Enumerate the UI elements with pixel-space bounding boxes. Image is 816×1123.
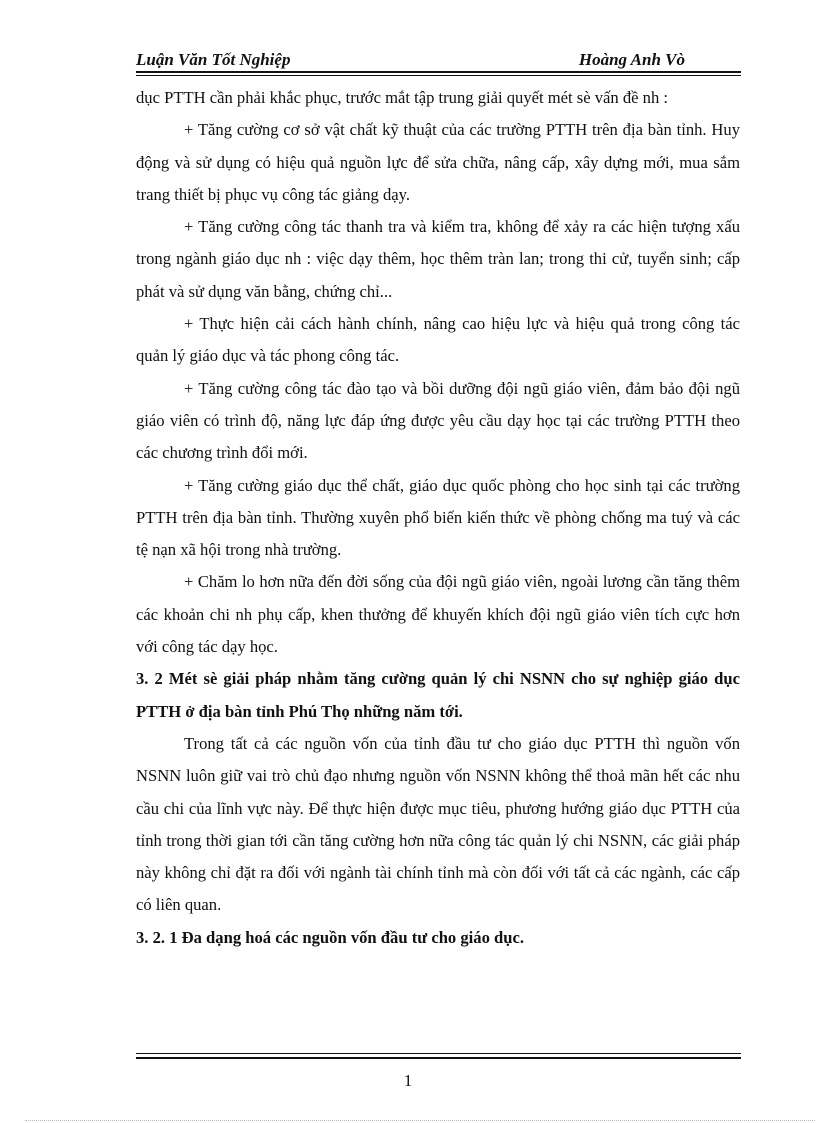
footer-rule-thick — [136, 1057, 741, 1059]
header-rule-thick — [136, 71, 741, 73]
paragraph-bullet-facilities: + Tăng cường cơ sở vật chất kỹ thuật của các trường PTTH trên địa bàn tỉnh. Huy động và sử dụng có hiệu quả nguồn lực để sửa chữa, nâng cấp, xây dựng mới, mua sắm trang thiết bị phục vụ công tác giảng dạy. — [136, 120, 740, 204]
section-heading-3-2: 3. 2 Mét sè giải pháp nhằm tăng cường quản lý chi NSNN cho sự nghiệp giáo dục PTTH ở địa bàn tỉnh Phú Thọ những năm tới. — [136, 669, 740, 721]
footer-rule-thin — [136, 1053, 741, 1054]
page-number: 1 — [403, 1071, 413, 1090]
paragraph-bullet-teacher-training: + Tăng cường công tác đào tạo và bồi dưỡng đội ngũ giáo viên, đảm bảo đội ngũ giáo viên có trình độ, năng lực đáp ứng được yêu cầu dạy học tại các trường PTTH theo các chương trình đổi mới. — [136, 378, 740, 463]
subsection-heading-3-2-1: 3. 2. 1 Đa dạng hoá các nguồn vốn đầu tư cho giáo dục. — [136, 927, 525, 947]
paragraph-bullet-physical-education: + Tăng cường giáo dục thể chất, giáo dục quốc phòng cho học sinh tại các trường PTTH trên địa bàn tỉnh. Thường xuyên phổ biến kiến thức về phòng chống ma tuý và các tệ nạn xã hội trong nhà trường. — [136, 475, 740, 560]
header-rule-thin — [136, 75, 741, 76]
page-break-line — [25, 1120, 815, 1121]
paragraph-continued: dục PTTH cần phải khắc phục, trước mắt tập trung giải quyết mét sè vấn đề nh : — [136, 88, 669, 107]
header-author-name: Hoàng Anh Vò — [578, 50, 685, 69]
paragraph-section-intro: Trong tất cả các nguồn vốn của tỉnh đầu tư cho giáo dục PTTH thì nguồn vốn NSNN luôn giữ vai trò chủ đạo nhưng nguồn vốn NSNN không thể thoả mãn hết các nhu cầu chi của lĩnh vực này. Để thực hiện được mục tiêu, phương hướng giáo dục PTTH của tỉnh trong thời gian tới cần tăng cường hơn nữa công tác quản lý chi NSNN, các giải pháp này không chỉ đặt ra đối với ngành tài chính tỉnh mà còn đối với tất cả các ngành, các cấp có liên quan. — [136, 733, 740, 915]
page-header — [136, 50, 740, 72]
page-body — [136, 82, 740, 954]
paragraph-bullet-inspection: + Tăng cường công tác thanh tra và kiểm tra, không để xảy ra các hiện tượng xấu trong ngành giáo dục nh : việc dạy thêm, học thêm tràn lan; trong thi cử, tuyển sinh; cấp phát và sử dụng văn bằng, chứng chỉ... — [136, 217, 740, 301]
paragraph-bullet-teacher-welfare: + Chăm lo hơn nữa đến đời sống của đội ngũ giáo viên, ngoài lương cần tăng thêm các khoản chi nh phụ cấp, khen thưởng để khuyến khích đội ngũ giáo viên tích cực hơn với công tác dạy học. — [136, 572, 740, 657]
paragraph-bullet-admin-reform: + Thực hiện cải cách hành chính, nâng cao hiệu lực và hiệu quả trong công tác quản lý giáo dục và tác phong công tác. — [136, 314, 740, 366]
header-thesis-title: Luận Văn Tốt Nghiệp — [136, 50, 291, 69]
